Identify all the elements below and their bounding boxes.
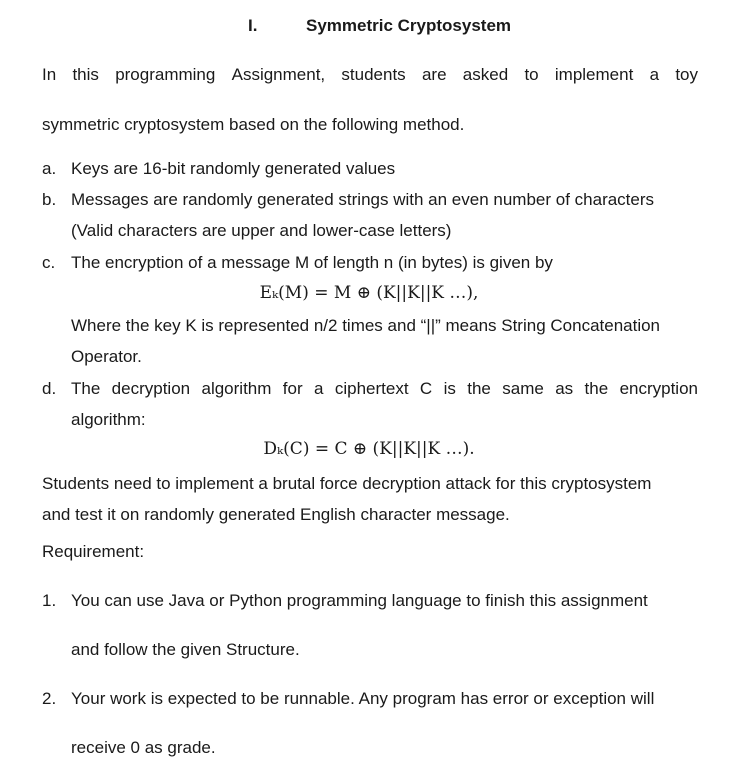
list-item-d-line-1-word: C [419, 379, 433, 398]
list-item-b-line-1: Messages are randomly generated strings with an even number of characters [71, 190, 655, 209]
intro-line-1-word: a [649, 65, 660, 84]
list-item-c-line-1: The encryption of a message M of length n (in bytes) is given by [71, 253, 553, 272]
list-item-d-line-2: algorithm: [71, 410, 146, 429]
list-item-d-line-1-word: is [443, 379, 456, 398]
intro-line-1 [42, 66, 698, 83]
section-title: Symmetric Cryptosystem [306, 16, 512, 35]
intro-line-1-word: In [42, 65, 57, 84]
list-item-d-line-1-word: same [502, 379, 544, 398]
requirement-label: Requirement: [42, 542, 145, 561]
intro-line-2: symmetric cryptosystem based on the following method. [42, 115, 465, 134]
body-line-2: and test it on randomly generated English character message. [42, 505, 510, 524]
list-item-d-line-1-word: the [584, 379, 609, 398]
requirement-2-line-2: receive 0 as grade. [71, 738, 216, 757]
list-marker-b: b. [42, 190, 57, 209]
requirement-marker-1: 1. [42, 591, 57, 610]
list-item-d-line-1-word: encryption [619, 379, 698, 398]
intro-line-1-word: implement [554, 65, 634, 84]
list-item-d-line-1 [71, 380, 698, 397]
list-item-d-line-1-word: a [314, 379, 324, 398]
list-item-d-line-1-word: algorithm [201, 379, 272, 398]
list-item-d-line-1-word: for [282, 379, 303, 398]
requirement-marker-2: 2. [42, 689, 57, 708]
intro-line-1-word: asked [462, 65, 509, 84]
list-item-c-note-line-2: Operator. [71, 347, 142, 366]
list-item-d-line-1-word: ciphertext [334, 379, 409, 398]
intro-line-1-word: programming [115, 65, 216, 84]
list-item-d-line-1-word: decryption [111, 379, 191, 398]
list-item-d-line-1-word: The [71, 379, 101, 398]
intro-line-1-word: toy [675, 65, 698, 84]
intro-line-1-word: students [341, 65, 406, 84]
list-item-a-text: Keys are 16-bit randomly generated values [71, 159, 396, 178]
list-item-d-line-1-word: the [467, 379, 491, 398]
body-line-1: Students need to implement a brutal force decryption attack for this cryptosystem [42, 474, 652, 493]
intro-line-1-word: to [524, 65, 539, 84]
list-marker-c: c. [42, 253, 56, 272]
intro-line-1-word: are [421, 65, 447, 84]
intro-line-1-word: this [72, 65, 99, 84]
requirement-1-line-2: and follow the given Structure. [71, 640, 300, 659]
list-marker-a: a. [42, 159, 57, 178]
intro-line-1-word: Assignment, [231, 65, 326, 84]
requirement-1-line-1: You can use Java or Python programming language to finish this assignment [71, 591, 648, 610]
decryption-formula: Dₖ(C) = C ⊕ (K||K||K …). [263, 439, 475, 459]
list-item-c-note-line-1: Where the key K is represented n/2 times and “||” means String Concatenation [71, 316, 661, 335]
list-item-d-line-1-word: as [555, 379, 574, 398]
section-number: I. [248, 16, 258, 35]
requirement-2-line-1: Your work is expected to be runnable. Any program has error or exception will [71, 689, 655, 708]
list-marker-d: d. [42, 379, 57, 398]
list-item-b-line-2: (Valid characters are upper and lower-case letters) [71, 221, 452, 240]
encryption-formula: Eₖ(M) = M ⊕ (K||K||K …), [259, 283, 479, 303]
